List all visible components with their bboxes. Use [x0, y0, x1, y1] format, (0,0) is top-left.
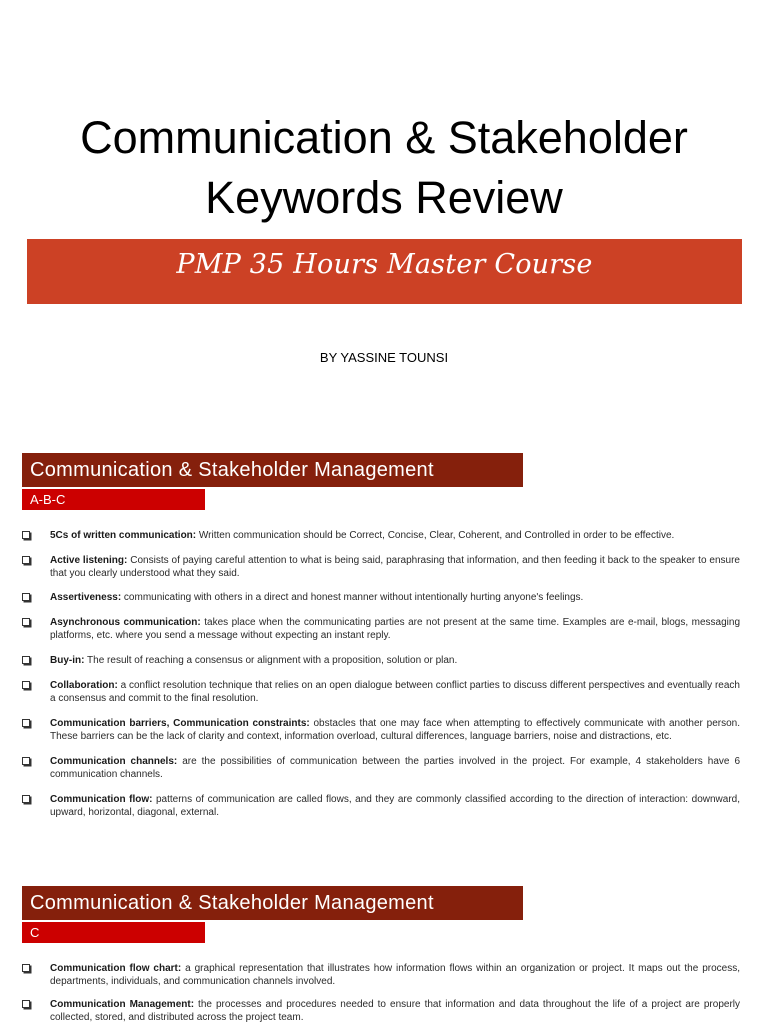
keyword-description: Consists of paying careful attention to what is being said, paraphrasing that information, and then feeding it back to the speaker to ensure that you clearly understood what they said.: [50, 555, 740, 579]
keyword-term: Active listening:: [50, 555, 128, 566]
checkbox-bullet-icon: [22, 681, 30, 689]
checkbox-bullet-icon: [22, 593, 30, 601]
checkbox-bullet-icon: [22, 719, 30, 727]
keyword-description: patterns of communication are called flows, and they are commonly classified according to the direction of interaction: downward, upward, horizontal, diagonal, external.: [50, 794, 740, 818]
title-line-2: Keywords Review: [205, 172, 563, 223]
checkbox-bullet-icon: [22, 531, 30, 539]
section-subheader: A-B-C: [22, 489, 205, 510]
keyword-term: Communication flow:: [50, 794, 153, 805]
keyword-description: a conflict resolution technique that relies on an open dialogue between conflict parties to discuss different perspectives and eventually reach a consensus and commit to the final resolution.: [50, 680, 740, 704]
list-item: [22, 591, 740, 604]
list-item: [22, 793, 740, 819]
keyword-term: Communication barriers, Communication constraints:: [50, 718, 310, 729]
keyword-description: Written communication should be Correct, Concise, Clear, Coherent, and Controlled in order to be effective.: [196, 530, 675, 541]
checkbox-bullet-icon: [22, 556, 30, 564]
list-item: [22, 616, 740, 642]
section-subheader: C: [22, 922, 205, 943]
keyword-description: takes place when the communicating parties are not present at the same time. Examples are e-mail, blogs, messaging platforms, etc. where you send a message without expecting an instant reply.: [50, 617, 740, 641]
keyword-description: obstacles that one may face when attempting to effectively communicate with another person. These barriers can be the lack of clarity and context, information overload, cultural differences, language barriers, noise and distractions, etc.: [50, 718, 740, 742]
keyword-description: the processes and procedures needed to ensure that information and data throughout the life of a project are properly collected, stored, and distributed across the project team.: [50, 999, 740, 1023]
keyword-list: [22, 529, 740, 819]
keyword-list: [22, 962, 740, 1024]
course-banner: [27, 239, 742, 304]
checkbox-bullet-icon: [22, 964, 30, 972]
author-line: BY YASSINE TOUNSI: [319, 350, 449, 365]
list-item: [22, 717, 740, 743]
list-item: [22, 679, 740, 705]
list-item: [22, 554, 740, 580]
section-header: Communication & Stakeholder Management: [22, 886, 523, 920]
keyword-term: Asynchronous communication:: [50, 617, 201, 628]
keyword-term: 5Cs of written communication:: [50, 530, 197, 541]
keyword-term: Buy-in:: [50, 655, 85, 666]
keyword-description: communicating with others in a direct and honest manner without intentionally hurting anyone's feelings.: [121, 592, 584, 603]
title-line-1: Communication & Stakeholder: [80, 112, 688, 163]
keyword-term: Communication flow chart:: [50, 963, 182, 974]
list-item: [22, 529, 740, 542]
keyword-term: Collaboration:: [50, 680, 118, 691]
keyword-description: The result of reaching a consensus or alignment with a proposition, solution or plan.: [84, 655, 458, 666]
checkbox-bullet-icon: [22, 757, 30, 765]
checkbox-bullet-icon: [22, 618, 30, 626]
checkbox-bullet-icon: [22, 795, 30, 803]
keyword-description: a graphical representation that illustrates how information flows within an organization or project. It maps out the process, departments, individuals, and communication channels involved.: [50, 963, 740, 987]
checkbox-bullet-icon: [22, 656, 30, 664]
list-item: [22, 962, 740, 988]
list-item: [22, 755, 740, 781]
section-header: Communication & Stakeholder Management: [22, 453, 523, 487]
keyword-term: Communication Management:: [50, 999, 195, 1010]
keyword-term: Communication channels:: [50, 756, 178, 767]
list-item: [22, 654, 740, 667]
list-item: [22, 998, 740, 1024]
course-banner-text: PMP 35 Hours Master Course: [176, 249, 593, 280]
document-title: [0, 108, 768, 228]
keyword-description: are the possibilities of communication between the parties involved in the project. For example, 4 stakeholders have 6 communication channels.: [50, 756, 741, 780]
keyword-term: Assertiveness:: [50, 592, 122, 603]
checkbox-bullet-icon: [22, 1000, 30, 1008]
